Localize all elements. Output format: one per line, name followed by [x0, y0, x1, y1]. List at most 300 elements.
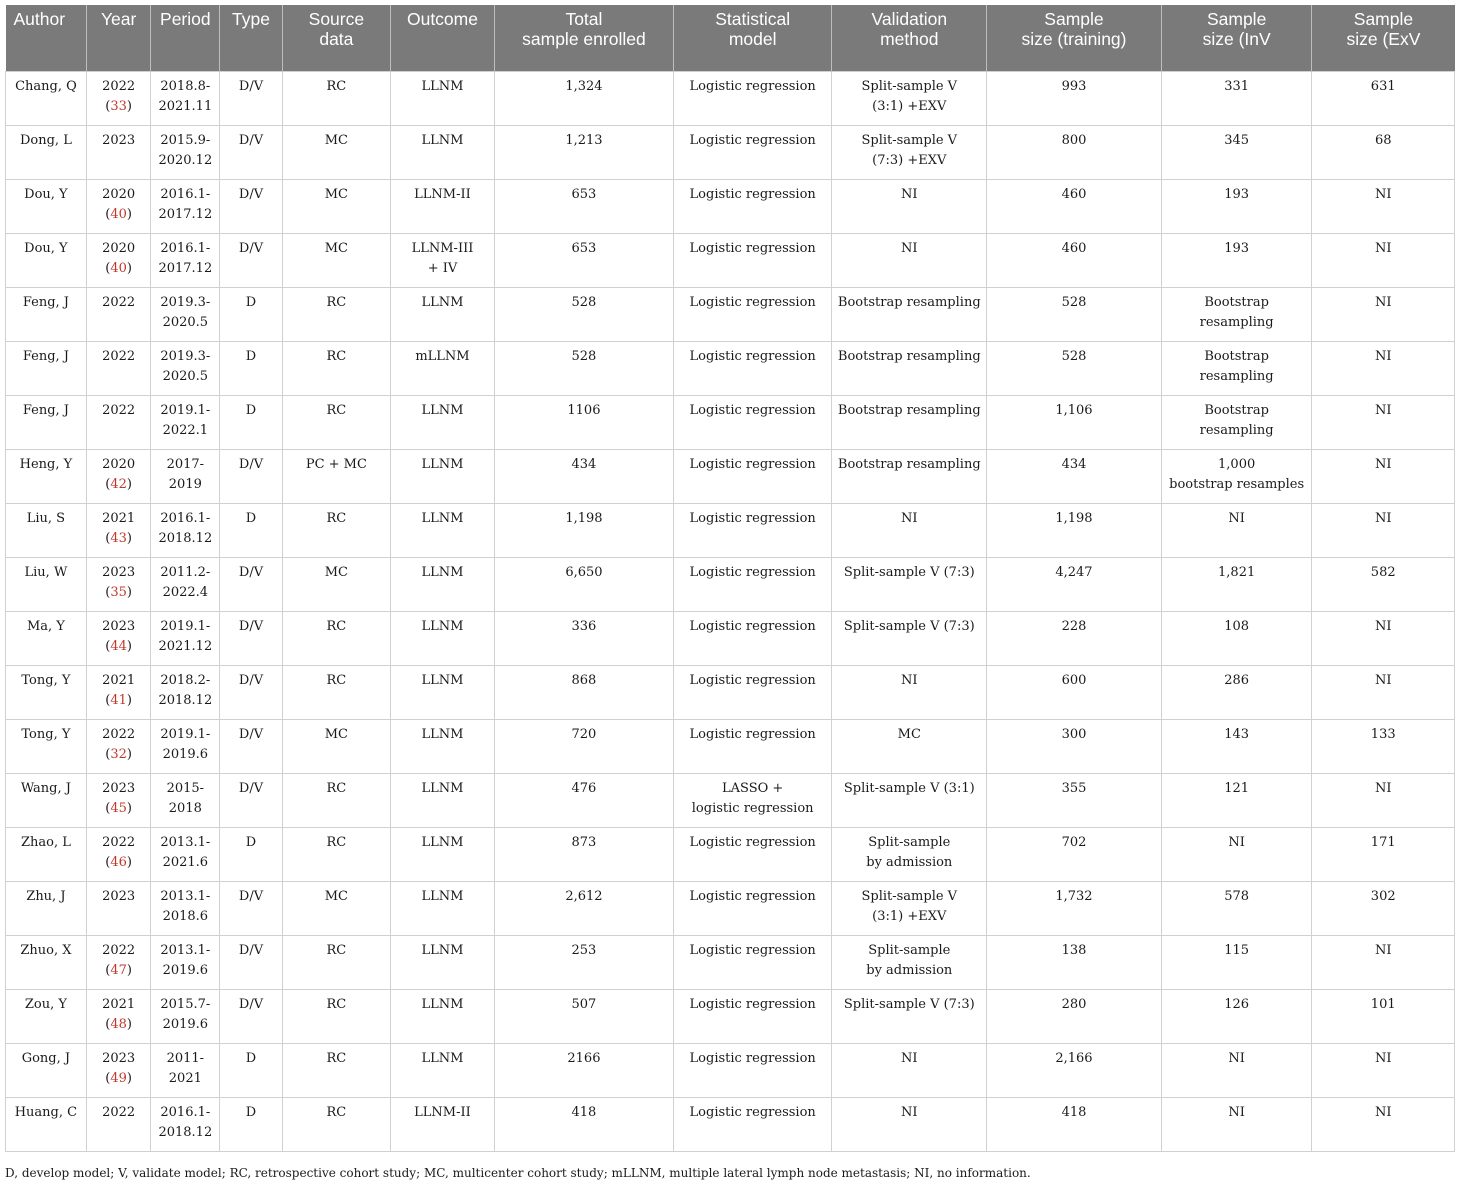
cell-statistical-model: Logistic regression	[673, 720, 832, 774]
cell-period: 2015- 2018	[151, 774, 220, 828]
cell-source-data: RC	[282, 396, 390, 450]
cell-sample-training: 4,247	[987, 558, 1162, 612]
column-header-sample-training: Sample size (training)	[987, 5, 1162, 72]
cell-source-data: RC	[282, 72, 390, 126]
cell-outcome: LLNM	[390, 774, 494, 828]
cell-outcome: LLNM	[390, 396, 494, 450]
cell-statistical-model: Logistic regression	[673, 612, 832, 666]
cell-outcome: LLNM	[390, 666, 494, 720]
cell-outcome: LLNM	[390, 504, 494, 558]
table-row	[6, 720, 1455, 774]
year-value: 2021	[102, 997, 136, 1012]
cell-author: Liu, W	[6, 558, 87, 612]
cell-type: D/V	[220, 558, 283, 612]
cell-period: 2011- 2021	[151, 1044, 220, 1098]
cell-period: 2015.7- 2019.6	[151, 990, 220, 1044]
cell-type: D/V	[220, 720, 283, 774]
cell-year: 2022 (46)	[86, 828, 151, 882]
cell-outcome: LLNM	[390, 936, 494, 990]
cell-source-data: RC	[282, 612, 390, 666]
cell-year	[86, 882, 151, 936]
cell-outcome: LLNM-II	[390, 1098, 494, 1152]
table-container	[5, 5, 1455, 1152]
cell-year	[86, 288, 151, 342]
cell-year: 2023 (49)	[86, 1044, 151, 1098]
cell-author: Zou, Y	[6, 990, 87, 1044]
cell-sample-inv: 1,821	[1161, 558, 1312, 612]
cell-outcome: LLNM	[390, 1044, 494, 1098]
cell-period: 2013.1- 2021.6	[151, 828, 220, 882]
cell-total-sample: 2166	[495, 1044, 674, 1098]
cell-type: D/V	[220, 126, 283, 180]
cell-year: 2023 (35)	[86, 558, 151, 612]
cell-sample-inv: 108	[1161, 612, 1312, 666]
year-value: 2022	[102, 943, 136, 958]
cell-sample-exv: 101	[1312, 990, 1455, 1044]
cell-sample-training: 800	[987, 126, 1162, 180]
cell-year: 2020 (40)	[86, 180, 151, 234]
reference-link[interactable]: 40	[110, 261, 127, 276]
cell-total-sample: 476	[495, 774, 674, 828]
cell-sample-training: 460	[987, 234, 1162, 288]
cell-sample-exv: NI	[1312, 666, 1455, 720]
cell-author: Feng, J	[6, 396, 87, 450]
cell-validation-method: Split-sample V (3:1) +EXV	[832, 72, 987, 126]
cell-statistical-model: Logistic regression	[673, 828, 832, 882]
column-header-sample-inv: Sample size (InV	[1161, 5, 1312, 72]
year-value: 2020	[102, 187, 136, 202]
year-value: 2022	[102, 727, 136, 742]
year-value: 2020	[102, 457, 136, 472]
cell-year: 2021 (43)	[86, 504, 151, 558]
cell-author: Dou, Y	[6, 234, 87, 288]
cell-year: 2021 (48)	[86, 990, 151, 1044]
cell-source-data: RC	[282, 936, 390, 990]
cell-outcome: LLNM	[390, 288, 494, 342]
cell-period: 2019.3- 2020.5	[151, 288, 220, 342]
cell-author: Feng, J	[6, 342, 87, 396]
cell-statistical-model: Logistic regression	[673, 450, 832, 504]
cell-author: Tong, Y	[6, 720, 87, 774]
cell-total-sample: 6,650	[495, 558, 674, 612]
reference-link[interactable]: 44	[110, 639, 127, 654]
cell-statistical-model: Logistic regression	[673, 288, 832, 342]
cell-validation-method: Bootstrap resampling	[832, 450, 987, 504]
cell-validation-method: NI	[832, 666, 987, 720]
cell-author: Feng, J	[6, 288, 87, 342]
cell-sample-inv: 1,000 bootstrap resamples	[1161, 450, 1312, 504]
cell-year: 2020 (42)	[86, 450, 151, 504]
cell-outcome: LLNM-II	[390, 180, 494, 234]
cell-year: 2023 (45)	[86, 774, 151, 828]
column-header-sample-exv: Sample size (ExV	[1312, 5, 1455, 72]
column-header-author: Author	[6, 5, 87, 72]
cell-sample-inv: 193	[1161, 234, 1312, 288]
cell-sample-inv: NI	[1161, 1098, 1312, 1152]
cell-outcome: LLNM	[390, 558, 494, 612]
cell-source-data: MC	[282, 720, 390, 774]
year-value: 2023	[102, 133, 136, 148]
column-header-source-data: Source data	[282, 5, 390, 72]
table-row	[6, 828, 1455, 882]
cell-sample-exv: NI	[1312, 288, 1455, 342]
cell-sample-exv: NI	[1312, 396, 1455, 450]
cell-sample-training: 528	[987, 342, 1162, 396]
cell-validation-method: NI	[832, 1044, 987, 1098]
reference-link[interactable]: 35	[110, 585, 127, 600]
cell-source-data: RC	[282, 504, 390, 558]
cell-total-sample: 873	[495, 828, 674, 882]
cell-total-sample: 1,213	[495, 126, 674, 180]
reference-link[interactable]: 46	[110, 855, 127, 870]
cell-total-sample: 528	[495, 342, 674, 396]
year-value: 2022	[102, 295, 136, 310]
cell-type: D	[220, 396, 283, 450]
year-value: 2021	[102, 511, 136, 526]
reference-link[interactable]: 45	[110, 801, 127, 816]
cell-validation-method: NI	[832, 180, 987, 234]
cell-total-sample: 336	[495, 612, 674, 666]
cell-total-sample: 1,324	[495, 72, 674, 126]
table-row	[6, 234, 1455, 288]
cell-outcome: mLLNM	[390, 342, 494, 396]
cell-statistical-model: Logistic regression	[673, 180, 832, 234]
table-row	[6, 180, 1455, 234]
reference-link[interactable]: 48	[110, 1017, 127, 1032]
cell-author: Gong, J	[6, 1044, 87, 1098]
cell-type: D/V	[220, 666, 283, 720]
cell-author: Zhuo, X	[6, 936, 87, 990]
cell-author: Liu, S	[6, 504, 87, 558]
cell-source-data: MC	[282, 882, 390, 936]
cell-validation-method: NI	[832, 1098, 987, 1152]
cell-validation-method: Split-sample V (7:3)	[832, 558, 987, 612]
cell-type: D	[220, 288, 283, 342]
cell-sample-exv: NI	[1312, 1044, 1455, 1098]
cell-period: 2011.2- 2022.4	[151, 558, 220, 612]
cell-sample-training: 138	[987, 936, 1162, 990]
column-header-total-sample: Total sample enrolled	[495, 5, 674, 72]
cell-sample-training: 1,198	[987, 504, 1162, 558]
cell-total-sample: 653	[495, 234, 674, 288]
cell-period: 2019.1- 2019.6	[151, 720, 220, 774]
cell-period: 2019.1- 2022.1	[151, 396, 220, 450]
cell-year: 2022 (33)	[86, 72, 151, 126]
cell-statistical-model: Logistic regression	[673, 1098, 832, 1152]
column-header-period: Period	[151, 5, 220, 72]
cell-total-sample: 2,612	[495, 882, 674, 936]
cell-sample-training: 993	[987, 72, 1162, 126]
cell-total-sample: 653	[495, 180, 674, 234]
reference-link[interactable]: 43	[110, 531, 127, 546]
cell-total-sample: 1,198	[495, 504, 674, 558]
cell-total-sample: 507	[495, 990, 674, 1044]
cell-author: Tong, Y	[6, 666, 87, 720]
cell-sample-training: 460	[987, 180, 1162, 234]
year-value: 2023	[102, 1051, 136, 1066]
cell-sample-inv: NI	[1161, 1044, 1312, 1098]
table-row	[6, 288, 1455, 342]
year-value: 2020	[102, 241, 136, 256]
cell-year	[86, 396, 151, 450]
reference-link[interactable]: 33	[110, 99, 127, 114]
cell-type: D/V	[220, 990, 283, 1044]
cell-sample-exv: NI	[1312, 342, 1455, 396]
cell-outcome: LLNM	[390, 828, 494, 882]
cell-type: D/V	[220, 180, 283, 234]
cell-sample-training: 418	[987, 1098, 1162, 1152]
year-value: 2021	[102, 673, 136, 688]
reference-link[interactable]: 49	[110, 1071, 127, 1086]
cell-validation-method: Split-sample by admission	[832, 828, 987, 882]
cell-sample-exv: 68	[1312, 126, 1455, 180]
cell-source-data: RC	[282, 1098, 390, 1152]
cell-outcome: LLNM	[390, 990, 494, 1044]
year-value: 2022	[102, 403, 136, 418]
table-row	[6, 504, 1455, 558]
cell-source-data: RC	[282, 990, 390, 1044]
cell-type: D	[220, 342, 283, 396]
cell-sample-training: 600	[987, 666, 1162, 720]
table-row	[6, 396, 1455, 450]
cell-period: 2016.1- 2018.12	[151, 1098, 220, 1152]
table-row	[6, 558, 1455, 612]
cell-outcome: LLNM	[390, 720, 494, 774]
cell-type: D	[220, 504, 283, 558]
cell-total-sample: 434	[495, 450, 674, 504]
column-header-outcome: Outcome	[390, 5, 494, 72]
cell-author: Dong, L	[6, 126, 87, 180]
cell-year: 2023 (44)	[86, 612, 151, 666]
cell-statistical-model: Logistic regression	[673, 342, 832, 396]
cell-author: Zhu, J	[6, 882, 87, 936]
cell-sample-inv: 331	[1161, 72, 1312, 126]
cell-validation-method: NI	[832, 504, 987, 558]
year-value: 2022	[102, 1105, 136, 1120]
reference-link[interactable]: 40	[110, 207, 127, 222]
cell-sample-exv: NI	[1312, 450, 1455, 504]
table-row	[6, 72, 1455, 126]
cell-validation-method: Split-sample V (3:1) +EXV	[832, 882, 987, 936]
cell-statistical-model: Logistic regression	[673, 504, 832, 558]
cell-type: D/V	[220, 774, 283, 828]
cell-total-sample: 868	[495, 666, 674, 720]
cell-sample-exv: NI	[1312, 504, 1455, 558]
table-row	[6, 126, 1455, 180]
cell-year: 2020 (40)	[86, 234, 151, 288]
cell-sample-exv: NI	[1312, 234, 1455, 288]
cell-sample-inv: 286	[1161, 666, 1312, 720]
cell-statistical-model: Logistic regression	[673, 396, 832, 450]
cell-sample-exv: 133	[1312, 720, 1455, 774]
column-header-year: Year	[86, 5, 151, 72]
cell-validation-method: Bootstrap resampling	[832, 288, 987, 342]
table-row	[6, 774, 1455, 828]
year-value: 2023	[102, 781, 136, 796]
cell-total-sample: 418	[495, 1098, 674, 1152]
cell-statistical-model: Logistic regression	[673, 126, 832, 180]
cell-sample-exv: 582	[1312, 558, 1455, 612]
cell-sample-exv: 631	[1312, 72, 1455, 126]
cell-type: D/V	[220, 72, 283, 126]
cell-source-data: MC	[282, 180, 390, 234]
table-row	[6, 1098, 1455, 1152]
cell-sample-training: 300	[987, 720, 1162, 774]
cell-type: D	[220, 828, 283, 882]
cell-statistical-model: Logistic regression	[673, 1044, 832, 1098]
table-row	[6, 990, 1455, 1044]
table-body	[6, 72, 1455, 1152]
cell-validation-method: Split-sample V (3:1)	[832, 774, 987, 828]
cell-period: 2018.2- 2018.12	[151, 666, 220, 720]
cell-source-data: RC	[282, 288, 390, 342]
table-footnote: D, develop model; V, validate model; RC, retrospective cohort study; MC, multicenter cohort study; mLLNM, multiple lateral lymph node metastasis; NI, no information.	[5, 1166, 1031, 1180]
cell-period: 2019.3- 2020.5	[151, 342, 220, 396]
cell-type: D/V	[220, 234, 283, 288]
cell-sample-inv: 345	[1161, 126, 1312, 180]
year-value: 2023	[102, 619, 136, 634]
cell-year: 2021 (41)	[86, 666, 151, 720]
cell-validation-method: Split-sample V (7:3)	[832, 990, 987, 1044]
cell-period: 2016.1- 2017.12	[151, 234, 220, 288]
cell-sample-exv: 302	[1312, 882, 1455, 936]
cell-statistical-model: Logistic regression	[673, 558, 832, 612]
cell-validation-method: Split-sample V (7:3)	[832, 612, 987, 666]
cell-sample-inv: NI	[1161, 828, 1312, 882]
cell-sample-exv: NI	[1312, 936, 1455, 990]
cell-sample-training: 228	[987, 612, 1162, 666]
year-value: 2022	[102, 79, 136, 94]
cell-year	[86, 1098, 151, 1152]
cell-outcome: LLNM	[390, 72, 494, 126]
cell-source-data: MC	[282, 126, 390, 180]
reference-link[interactable]: 41	[110, 693, 127, 708]
cell-year	[86, 126, 151, 180]
table-row	[6, 450, 1455, 504]
cell-sample-training: 280	[987, 990, 1162, 1044]
cell-sample-inv: 126	[1161, 990, 1312, 1044]
cell-author: Heng, Y	[6, 450, 87, 504]
cell-author: Ma, Y	[6, 612, 87, 666]
reference-link[interactable]: 42	[110, 477, 127, 492]
cell-validation-method: NI	[832, 234, 987, 288]
year-value: 2023	[102, 565, 136, 580]
cell-period: 2018.8- 2021.11	[151, 72, 220, 126]
cell-sample-exv: NI	[1312, 612, 1455, 666]
cell-outcome: LLNM	[390, 126, 494, 180]
cell-source-data: RC	[282, 666, 390, 720]
cell-total-sample: 720	[495, 720, 674, 774]
cell-sample-inv: 193	[1161, 180, 1312, 234]
table-row	[6, 1044, 1455, 1098]
cell-validation-method: Split-sample V (7:3) +EXV	[832, 126, 987, 180]
cell-statistical-model: Logistic regression	[673, 666, 832, 720]
cell-outcome: LLNM	[390, 882, 494, 936]
cell-statistical-model: LASSO + logistic regression	[673, 774, 832, 828]
cell-statistical-model: Logistic regression	[673, 936, 832, 990]
cell-sample-exv: 171	[1312, 828, 1455, 882]
cell-type: D/V	[220, 882, 283, 936]
reference-link[interactable]: 32	[110, 747, 127, 762]
cell-sample-inv: Bootstrap resampling	[1161, 288, 1312, 342]
table-row	[6, 666, 1455, 720]
cell-sample-inv: 121	[1161, 774, 1312, 828]
header-row	[6, 5, 1455, 72]
cell-year: 2022 (32)	[86, 720, 151, 774]
cell-validation-method: MC	[832, 720, 987, 774]
cell-statistical-model: Logistic regression	[673, 990, 832, 1044]
cell-author: Dou, Y	[6, 180, 87, 234]
cell-year: 2022 (47)	[86, 936, 151, 990]
cell-sample-exv: NI	[1312, 180, 1455, 234]
reference-link[interactable]: 47	[110, 963, 127, 978]
cell-period: 2016.1- 2017.12	[151, 180, 220, 234]
cell-sample-inv: 115	[1161, 936, 1312, 990]
cell-total-sample: 528	[495, 288, 674, 342]
cell-period: 2015.9- 2020.12	[151, 126, 220, 180]
cell-author: Huang, C	[6, 1098, 87, 1152]
study-characteristics-table	[5, 5, 1455, 1152]
year-value: 2022	[102, 835, 136, 850]
cell-sample-inv: 578	[1161, 882, 1312, 936]
cell-statistical-model: Logistic regression	[673, 72, 832, 126]
year-value: 2023	[102, 889, 136, 904]
cell-sample-training: 434	[987, 450, 1162, 504]
cell-sample-inv: NI	[1161, 504, 1312, 558]
table-row	[6, 936, 1455, 990]
cell-period: 2013.1- 2018.6	[151, 882, 220, 936]
cell-sample-inv: Bootstrap resampling	[1161, 396, 1312, 450]
cell-sample-exv: NI	[1312, 774, 1455, 828]
cell-sample-inv: Bootstrap resampling	[1161, 342, 1312, 396]
cell-period: 2016.1- 2018.12	[151, 504, 220, 558]
cell-sample-training: 702	[987, 828, 1162, 882]
cell-period: 2013.1- 2019.6	[151, 936, 220, 990]
table-row	[6, 882, 1455, 936]
cell-source-data: RC	[282, 774, 390, 828]
column-header-statistical-model: Statistical model	[673, 5, 832, 72]
cell-sample-exv: NI	[1312, 1098, 1455, 1152]
cell-type: D/V	[220, 936, 283, 990]
cell-outcome: LLNM	[390, 450, 494, 504]
cell-sample-training: 355	[987, 774, 1162, 828]
cell-validation-method: Bootstrap resampling	[832, 396, 987, 450]
cell-validation-method: Bootstrap resampling	[832, 342, 987, 396]
cell-author: Wang, J	[6, 774, 87, 828]
cell-source-data: MC	[282, 234, 390, 288]
cell-author: Chang, Q	[6, 72, 87, 126]
table-row	[6, 342, 1455, 396]
cell-year	[86, 342, 151, 396]
cell-sample-training: 1,732	[987, 882, 1162, 936]
cell-sample-training: 1,106	[987, 396, 1162, 450]
cell-source-data: RC	[282, 828, 390, 882]
cell-author: Zhao, L	[6, 828, 87, 882]
cell-total-sample: 253	[495, 936, 674, 990]
cell-outcome: LLNM	[390, 612, 494, 666]
cell-period: 2017- 2019	[151, 450, 220, 504]
cell-outcome: LLNM-III + IV	[390, 234, 494, 288]
cell-sample-training: 2,166	[987, 1044, 1162, 1098]
cell-source-data: RC	[282, 1044, 390, 1098]
cell-type: D	[220, 1044, 283, 1098]
column-header-type: Type	[220, 5, 283, 72]
cell-statistical-model: Logistic regression	[673, 882, 832, 936]
table-row	[6, 612, 1455, 666]
cell-validation-method: Split-sample by admission	[832, 936, 987, 990]
cell-type: D	[220, 1098, 283, 1152]
column-header-validation-method: Validation method	[832, 5, 987, 72]
